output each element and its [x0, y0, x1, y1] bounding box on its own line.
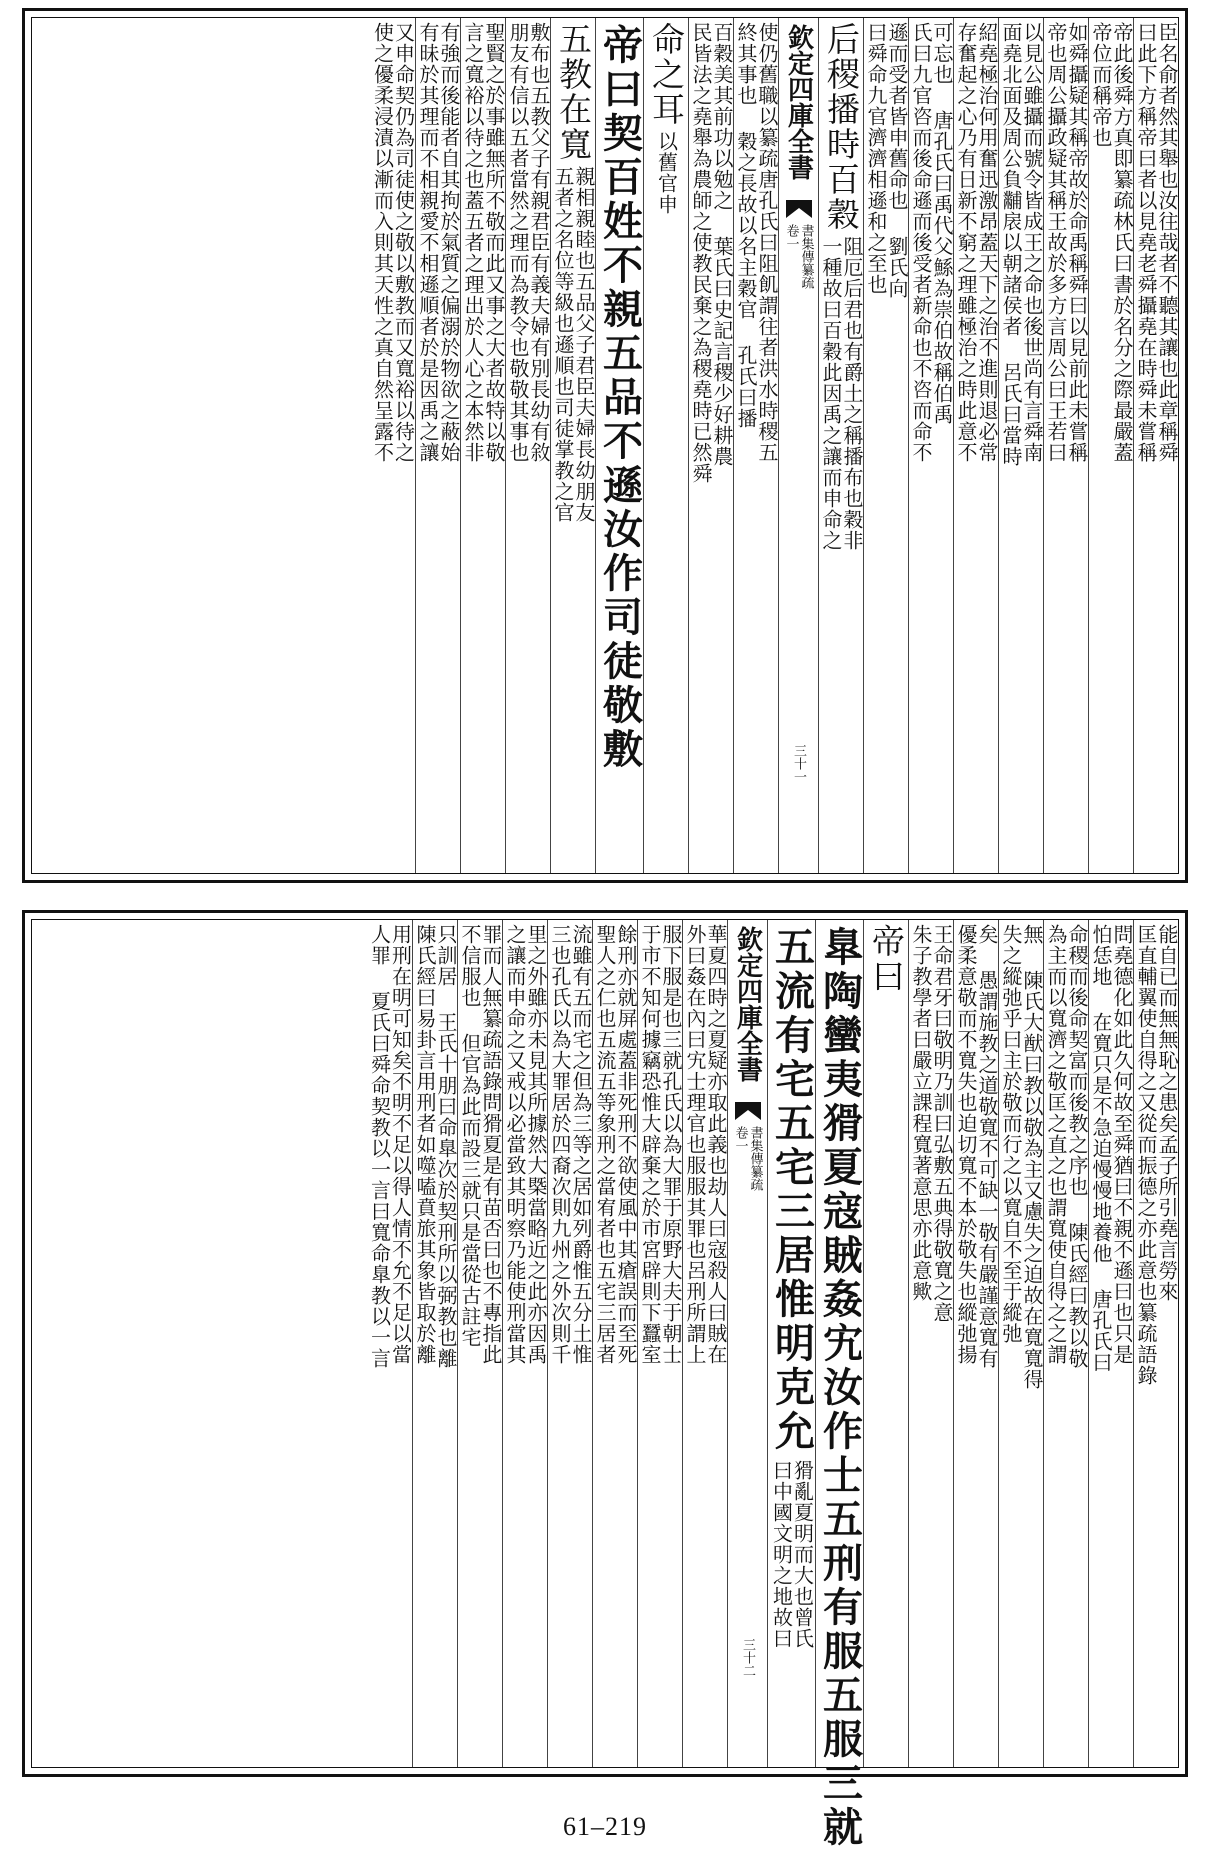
small-text-line: 帝也周公攝政疑其稱王故於多方言周公曰王若曰: [1044, 22, 1068, 463]
small-text-line: 面堯北面及周公負黼扆以朝諸侯者 呂氏曰當時: [999, 22, 1023, 467]
main-text: 后稷播時百穀: [822, 22, 861, 232]
annotation-line: 阻厄后君也有爵土之稱播布也穀非: [840, 236, 864, 551]
small-text-line: 流雖有五而宅之但為三等之居如列爵惟五分土惟: [569, 924, 593, 1365]
text-column: [592, 920, 637, 1767]
text-column: [953, 18, 998, 873]
small-text-line: 用刑在明可知矣不明不足以得人情不允不足以當: [388, 924, 413, 1365]
text-column: [953, 920, 998, 1767]
small-text-line: 帝此後舜方真即纂疏林氏曰書於名分之際最嚴蓋: [1110, 22, 1134, 463]
small-text-line: 罪而人無纂疏語錄問猾夏是有苗否曰也不專指此: [479, 924, 503, 1365]
main-text: 五教在寬: [554, 22, 593, 162]
fish-tail-mark-icon: [733, 1100, 763, 1122]
text-column: [818, 18, 863, 873]
small-text-line: 臣名俞者然其舉也汝往哉者不聽其讓也此章稱舜: [1155, 22, 1179, 463]
text-column: [863, 920, 908, 1767]
small-text-line: 帝位而稱帝也: [1089, 22, 1113, 148]
small-text-line: 朱子教學者曰嚴立課程寬著意思亦此意歟: [909, 924, 933, 1302]
small-text-line: 王命君牙曰敬明乃訓曰弘敷五典得敬寬之意: [930, 924, 954, 1323]
small-text-line: 失之縱弛乎曰主於敬而行之以寬自不至于縱弛: [999, 924, 1023, 1344]
annotation-line: 親相親睦也五品父子君臣夫婦長幼朋友: [572, 166, 596, 523]
small-text-line: 民皆法之堯舉為農師之使教民棄之為稷堯時已然舜: [689, 22, 713, 484]
small-text-line: 只訓居 王氏十朋曰命臯次於契刑所以弼教也離: [434, 924, 458, 1369]
small-text-line: 終其事也 穀之長故以名主穀官 孔氏曰播: [734, 22, 758, 429]
text-column: [1043, 18, 1088, 873]
small-text-line: 有強而後能者自其拘於氣質之偏溺於物欲之蔽始: [437, 22, 461, 463]
small-text-line: 為主而以寬濟之敬匡之直之也謂寬使自得之之謂: [1044, 924, 1068, 1365]
main-text: 帝曰: [867, 924, 906, 994]
text-column: [688, 18, 733, 873]
small-text-line: 百穀美其前功以勉之 葉氏曰史記言稷少好耕農: [710, 22, 734, 467]
text-column: [550, 18, 595, 873]
small-text-line: 之讓而申命之又戒以必當致其明察乃能使刑當其: [503, 924, 527, 1365]
text-column: [1133, 18, 1178, 873]
text-column: [1088, 18, 1133, 873]
small-text-line: 又申命契仍為司徒使之敬以敷教而又寬裕以待之: [391, 22, 416, 463]
text-column: [998, 18, 1043, 873]
small-text-line: 于市不知何據竊恐惟大辟棄之於市宮辟則下蠶室: [638, 924, 662, 1365]
small-text-line: 餘刑亦就屏處蓋非死刑不欲使風中其瘡誤而至死: [614, 924, 638, 1365]
small-text-line: 使之優柔浸漬以漸而入則其天性之真自然呈露不: [370, 22, 395, 463]
text-column: [1133, 920, 1178, 1767]
upper-text-panel: [22, 8, 1188, 883]
small-text-line: 朋友有信以五者當然之理而為教令也敬敬其事也: [506, 22, 530, 463]
text-column: [595, 18, 643, 873]
text-column: [727, 920, 767, 1767]
small-text-line: 以見公雖攝而號令皆成王之命也後世尚有言舜南: [1020, 22, 1044, 463]
small-text-line: 匡直輔翼使自得之又從而振德之亦此意也纂疏語錄: [1134, 924, 1158, 1386]
text-column: [1043, 920, 1088, 1767]
book-subtitle: 書集傳纂疏: [798, 224, 814, 289]
small-text-line: 不信服也 但官為此而設三就只是當從古註宅: [458, 924, 482, 1348]
small-text-line: 矣 愚謂施教之道敬寬不可缺一敬有嚴謹意寬有: [975, 924, 999, 1369]
fish-tail-mark-icon: [784, 198, 814, 220]
small-text-line: 能自已而無無恥之患矣孟子所引堯言勞來: [1155, 924, 1179, 1302]
annotation-line: 猾亂夏明而大也曾氏: [790, 1460, 815, 1649]
leaf-number: 三十二: [740, 1638, 755, 1677]
book-subtitle: 書集傳纂疏: [747, 1126, 763, 1191]
small-text-line: 使仍舊職以纂疏唐孔氏曰阻飢謂往者洪水時稷五: [755, 22, 779, 463]
small-text-line: 可忘也 唐孔氏曰禹代父鯀為崇伯故稱伯禹: [930, 22, 954, 425]
small-text-line: 有昧於其理而不相親愛不相遜順者於是因禹之讓: [416, 22, 440, 463]
small-text-line: 陳氏經曰易卦言用刑者如噬嗑賁旅其象皆取於離: [413, 924, 437, 1365]
small-text-line: 聖人之仁也五流五等象刑之當宥者也五宅三居者: [593, 924, 617, 1365]
leaf-number: 三十一: [791, 744, 806, 783]
text-column: [412, 920, 457, 1767]
small-text-line: 聖賢之於事雖無所不敬而此又事之大者故特以敬: [482, 22, 506, 463]
text-column: [370, 18, 415, 873]
text-column: [815, 920, 864, 1850]
volume-label: 卷一: [732, 1126, 748, 1152]
small-text-line: 人罪 夏氏曰舜命契教以一言曰寬命臯教以一言: [367, 924, 392, 1369]
text-column: [547, 920, 592, 1767]
page-number: 61–219: [563, 1812, 647, 1841]
text-column: [998, 920, 1043, 1767]
text-column: [778, 18, 818, 873]
main-text: 五流有宅五宅三居惟明克允: [768, 926, 816, 1454]
main-text: 命之耳: [647, 22, 686, 127]
small-text-line: 華夏四時之夏疑亦取此義也劫人曰寇殺人曰賊在: [704, 924, 728, 1365]
text-column: [1088, 920, 1133, 1767]
small-text-line: 氏曰九官咨而後命遜而後受者新命也不咨而命不: [909, 22, 933, 463]
text-column: [457, 920, 502, 1767]
text-column: [908, 920, 953, 1767]
annotation-line: 一種故曰百穀此因禹之讓而申命之: [819, 236, 843, 551]
text-column: [863, 18, 908, 873]
small-text-line: 紹堯極治何用奮迅激昂蓋天下之治不進則退必常: [975, 22, 999, 463]
text-column: [505, 18, 550, 873]
small-text-line: 存奮起之心乃有日新不窮之理雖極治之時此意不: [954, 22, 978, 463]
volume-label: 卷一: [783, 224, 799, 250]
small-text-line: 敷布也五教父子有親君臣有義夫婦有別長幼有敘: [527, 22, 551, 463]
book-title: 欽定四庫全書: [783, 24, 814, 180]
small-text-line: 遜而受者皆申舊命也 劉氏向: [885, 22, 909, 299]
text-column: [502, 920, 547, 1767]
small-text-line: 三也孔氏以為大罪居於四裔次則九州之外次則千: [548, 924, 572, 1365]
text-column: [733, 18, 778, 873]
text-column: [460, 18, 505, 873]
small-text-line: 怕恁地 在寬只是不急迫慢慢地養他 唐孔氏曰: [1089, 924, 1113, 1373]
text-column: [637, 920, 682, 1767]
book-title: 欽定四庫全書: [732, 926, 763, 1082]
text-column: [767, 920, 815, 1767]
text-column: [682, 920, 727, 1767]
small-text-line: 外曰姦在內曰宄士理官也服服其罪也呂刑所謂上: [683, 924, 707, 1365]
small-text-line: 無 陳氏大猷曰教以敬為主又慮失之迫故在寬寬得: [1020, 924, 1044, 1390]
annotation-line: 曰中國文明之地故曰: [769, 1460, 794, 1649]
small-text-line: 里之外雖亦未見其所據然大槩當略近之此亦因禹: [524, 924, 548, 1365]
upper-column-container: [31, 17, 1179, 874]
small-text-line: 服下服是也三就孔氏以為大罪于原野大夫于朝士: [659, 924, 683, 1365]
small-text-line: 曰此下方稱帝曰者以見堯老舜攝堯在時舜未嘗稱: [1134, 22, 1158, 463]
annotation-line: 以舊官申: [654, 131, 679, 215]
small-text-line: 優柔意敬而不寬失也迫切寬不本於敬失也縱弛揚: [954, 924, 978, 1365]
small-text-line: 言之寬裕以待之也蓋五者之理出於人心之本然非: [461, 22, 485, 463]
small-text-line: 問堯德化如此久何故至舜猶曰不親不遜曰也只是: [1110, 924, 1134, 1365]
main-text: 臯陶蠻夷猾夏寇賊姦宄汝作士五刑有服五服三就: [816, 926, 864, 1850]
small-text-line: 如舜攝疑其稱帝故於命禹稱舜曰以見前此未嘗稱: [1065, 22, 1089, 463]
text-column: [367, 920, 412, 1767]
small-text-line: 命稷而後命契富而後教之序也 陳氏經曰教以敬: [1065, 924, 1089, 1369]
main-text: 帝曰契百姓不親五品不遜汝作司徒敬敷: [596, 24, 644, 772]
text-column: [908, 18, 953, 873]
small-text-line: 曰舜命九官濟濟相遜和之至也: [864, 22, 888, 295]
annotation-line: 五者之名位等級也遜順也司徒掌教之官: [551, 166, 575, 523]
text-column: [415, 18, 460, 873]
text-column: [643, 18, 688, 873]
